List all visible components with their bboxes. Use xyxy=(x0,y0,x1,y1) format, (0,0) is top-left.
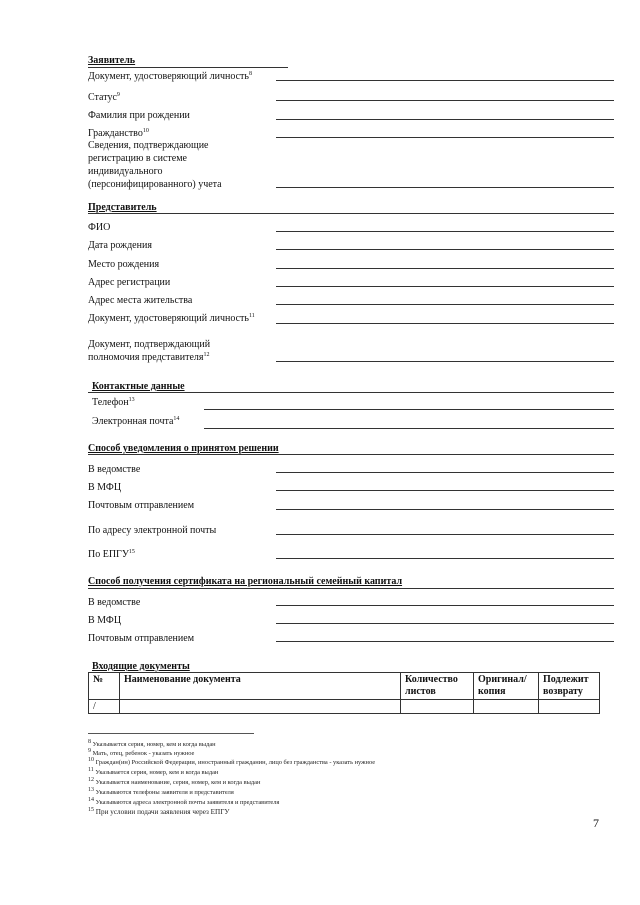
notification-option-mfc: В МФЦ xyxy=(88,482,122,493)
documents-col-sheets: Количество листов xyxy=(401,673,474,700)
documents-cell-name[interactable] xyxy=(120,700,401,714)
applicant-snils-line-1: Сведения, подтверждающие xyxy=(88,140,209,151)
notification-agency-input[interactable] xyxy=(276,472,614,473)
documents-cell-sheets[interactable] xyxy=(401,700,474,714)
representative-field-id-document: Документ, удостоверяющий личность$^{11}$ xyxy=(88,313,255,324)
footnote-11: $^{11}$ Указывается серия, номер, кем и когда выдан xyxy=(88,767,219,776)
contacts-email-input[interactable] xyxy=(204,428,614,429)
representative-field-fio: ФИО xyxy=(88,222,111,233)
representative-residence-address-input[interactable] xyxy=(276,304,614,305)
applicant-id-document-input[interactable] xyxy=(276,80,614,81)
representative-heading: Представитель xyxy=(88,202,157,213)
certificate-heading: Способ получения сертификата на региональный семейный капитал xyxy=(88,576,403,587)
representative-authority-input[interactable] xyxy=(276,361,614,362)
footnote-separator xyxy=(88,733,254,734)
applicant-field-status: Статус$^9$ xyxy=(88,92,120,103)
footnote-12: $^{12}$ Указывается наименование, серия, номер, кем и когда выдан xyxy=(88,777,261,786)
applicant-status-input[interactable] xyxy=(276,100,614,101)
footnote-13: $^{13}$ Указываются телефоны заявителя и представителя xyxy=(88,787,234,796)
representative-field-registration-address: Адрес регистрации xyxy=(88,277,171,288)
documents-col-original-copy: Оригинал/ копия xyxy=(474,673,539,700)
documents-header-row xyxy=(89,673,600,700)
representative-authority-line-1: Документ, подтверждающий xyxy=(88,339,211,350)
footnote-14: $^{14}$ Указываются адреса электронной почты заявителя и представителя xyxy=(88,797,280,806)
representative-heading-rule xyxy=(88,213,614,214)
documents-cell-return[interactable] xyxy=(539,700,600,714)
documents-cell-number[interactable]: / xyxy=(89,700,120,714)
notification-email-input[interactable] xyxy=(276,534,614,535)
documents-col-name: Наименование документа xyxy=(120,673,401,700)
certificate-option-mail: Почтовым отправлением xyxy=(88,633,195,644)
documents-col-return: Подлежит возврату xyxy=(539,673,600,700)
notification-option-email: По адресу электронной почты xyxy=(88,525,217,536)
documents-cell-original-copy[interactable] xyxy=(474,700,539,714)
certificate-heading-rule xyxy=(88,588,614,589)
notification-option-mail: Почтовым отправлением xyxy=(88,500,195,511)
representative-birth-place-input[interactable] xyxy=(276,268,614,269)
footnote-9: $^9$ Мать, отец, ребенок - указать нужное xyxy=(88,748,195,757)
contacts-heading-rule xyxy=(88,392,614,393)
certificate-mail-input[interactable] xyxy=(276,641,614,642)
representative-field-birth-date: Дата рождения xyxy=(88,240,152,251)
representative-field-residence-address: Адрес места жительства xyxy=(88,295,193,306)
footnote-8: $^8$ Указывается серия, номер, кем и когда выдан xyxy=(88,739,216,748)
certificate-mfc-input[interactable] xyxy=(276,623,614,624)
applicant-heading: Заявитель xyxy=(88,55,136,66)
contacts-field-phone: Телефон$^{13}$ xyxy=(92,397,135,408)
representative-field-birth-place: Место рождения xyxy=(88,259,160,270)
table-row xyxy=(89,700,600,714)
applicant-field-citizenship: Гражданство$^{10}$ xyxy=(88,128,149,139)
certificate-option-mfc: В МФЦ xyxy=(88,615,122,626)
applicant-birth-surname-input[interactable] xyxy=(276,119,614,120)
contacts-field-email: Электронная почта$^{14}$ xyxy=(92,416,180,427)
applicant-snils-line-2: регистрацию в системе xyxy=(88,153,187,164)
representative-birth-date-input[interactable] xyxy=(276,249,614,250)
notification-mail-input[interactable] xyxy=(276,509,614,510)
notification-mfc-input[interactable] xyxy=(276,490,614,491)
documents-table xyxy=(88,672,600,714)
documents-col-number: № xyxy=(89,673,120,700)
representative-authority-line-2: полномочия представителя$^{12}$ xyxy=(88,352,210,363)
certificate-option-agency: В ведомстве xyxy=(88,597,141,608)
notification-heading: Способ уведомления о принятом решении xyxy=(88,443,279,454)
applicant-field-id-document: Документ, удостоверяющий личность$^8$ xyxy=(88,71,252,82)
representative-id-document-input[interactable] xyxy=(276,323,614,324)
notification-option-epgu: По ЕПГУ$^{15}$ xyxy=(88,549,135,560)
applicant-snils-line-3: индивидуального xyxy=(88,166,163,177)
applicant-heading-rule xyxy=(88,67,288,68)
notification-epgu-input[interactable] xyxy=(276,558,614,559)
applicant-field-birth-surname: Фамилия при рождении xyxy=(88,110,190,121)
notification-option-agency: В ведомстве xyxy=(88,464,141,475)
footnote-10: $^{10}$ Граждан(ин) Российской Федерации, иностранный гражданин, лицо без гражданства - указать нужное xyxy=(88,757,376,766)
representative-registration-address-input[interactable] xyxy=(276,286,614,287)
notification-heading-rule xyxy=(88,454,614,455)
applicant-snils-line-4: (персонифицированного) учета xyxy=(88,179,222,190)
documents-heading: Входящие документы xyxy=(92,661,190,672)
contacts-phone-input[interactable] xyxy=(204,409,614,410)
applicant-citizenship-input[interactable] xyxy=(276,137,614,138)
footnote-15: $^{15}$ При условии подачи заявления через ЕПГУ xyxy=(88,807,230,816)
representative-fio-input[interactable] xyxy=(276,231,614,232)
applicant-snils-input[interactable] xyxy=(276,187,614,188)
page-number: 7 xyxy=(593,816,599,830)
contacts-heading: Контактные данные xyxy=(92,381,185,392)
certificate-agency-input[interactable] xyxy=(276,605,614,606)
